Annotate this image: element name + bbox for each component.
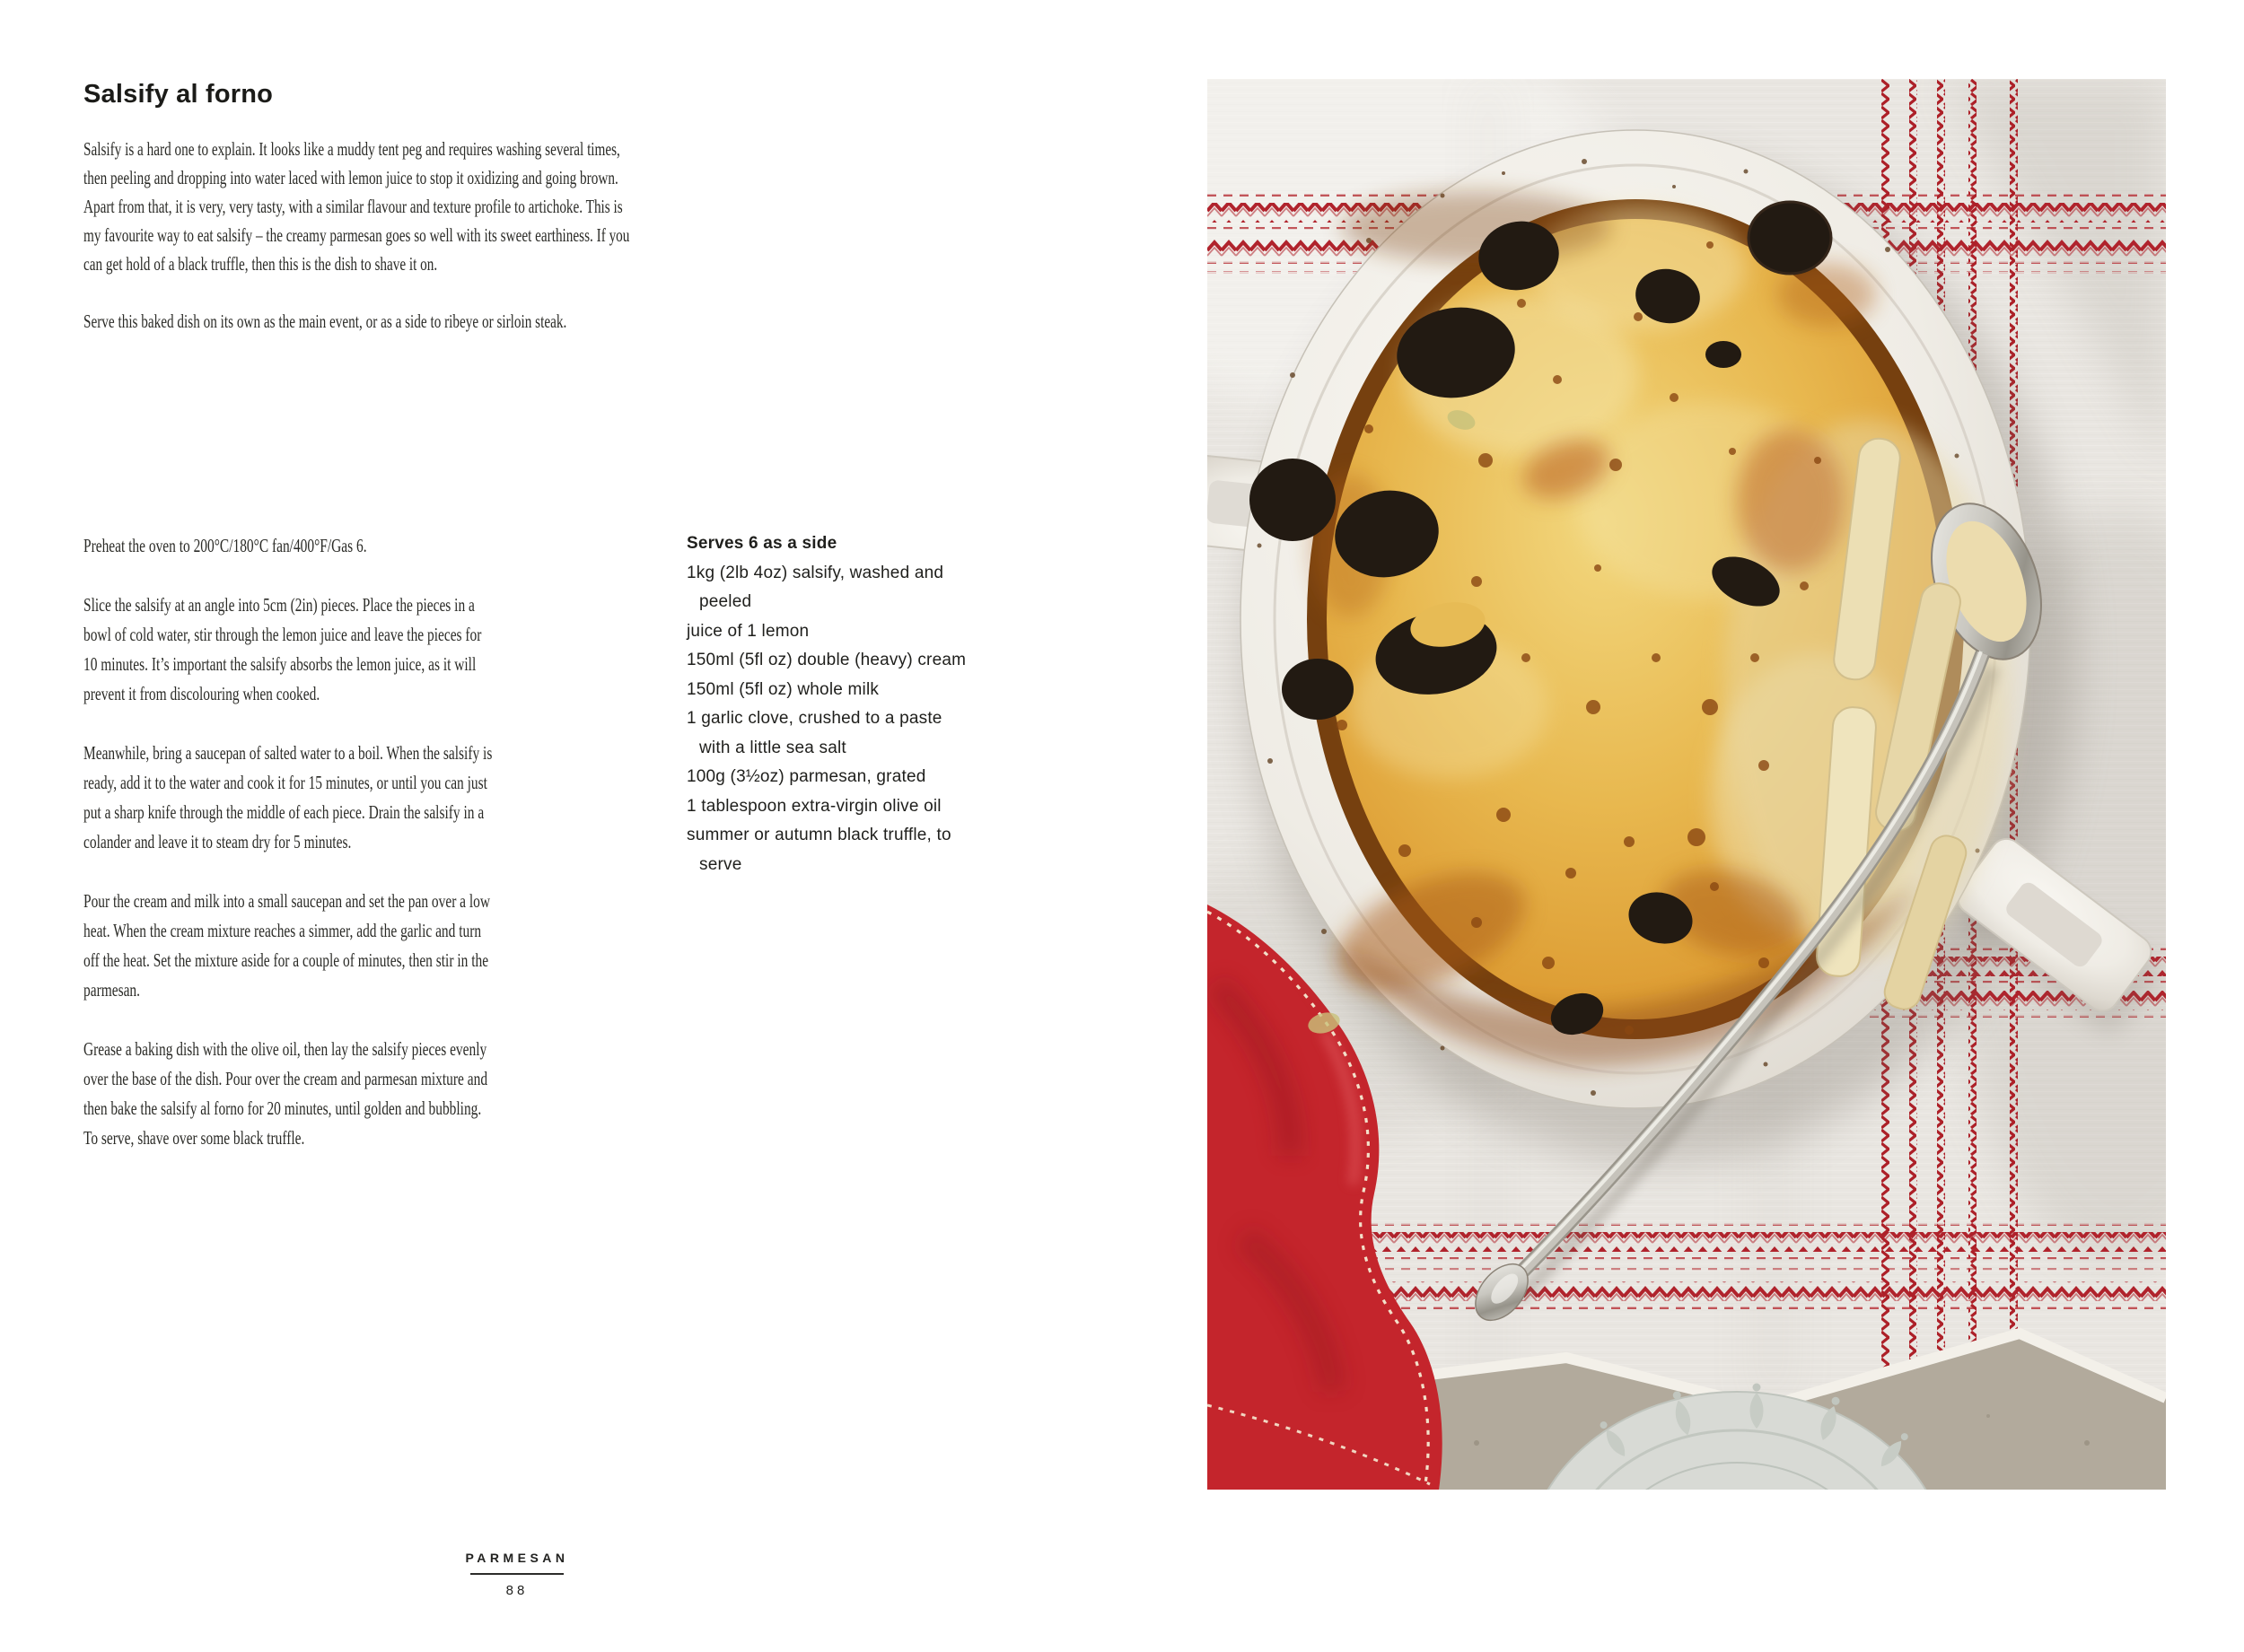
intro-paragraph: Salsify is a hard one to explain. It looks like a muddy tent peg and requires washing several times, then peeling and dropping into water laced with lemon juice to stop it oxidizing and going brown. Apart from that, it is very, very tasty, with a similar flavour and texture profile to artichoke. This is my favourite way to eat salsify – the creamy parmesan goes so well with its sweet earthiness. If you can get hold of a black truffle, then this is the dish to shave it on.: [83, 138, 630, 275]
page-footer: [427, 1551, 607, 1598]
method-step: Meanwhile, bring a saucepan of salted water to a boil. When the salsify is ready, add it to the water and cook it for 15 minutes, or until you can just put a sharp knife through the middle of each piece. Drain the salsify in a colander and leave it to steam dry for 5 minutes.: [83, 742, 493, 852]
method-step: Slice the salsify at an angle into 5cm (2in) pieces. Place the pieces in a bowl of cold water, stir through the lemon juice and leave the pieces for 10 minutes. It’s important the salsify absorbs the lemon juice, as it will prevent it from discolouring when cooked.: [83, 594, 482, 704]
truffle-slice: [1749, 202, 1831, 274]
ingredient-item: 100g (3½oz) parmesan, grated: [687, 767, 926, 786]
ingredient-item: 1 garlic clove, crushed to a paste with a little sea salt: [687, 709, 942, 757]
recipe-photo: [1207, 79, 2166, 1490]
method-step: Grease a baking dish with the olive oil, then lay the salsify pieces evenly over the base of the dish. Pour over the cream and parmesan mixture and then bake the salsify al forno for 20 minutes, until golden and bubbling. To serve, shave over some black truffle.: [83, 1038, 488, 1149]
truffle-slice: [1705, 341, 1741, 368]
photo-illustration: [1207, 79, 2166, 1490]
truffle-slice: [1249, 459, 1336, 541]
ingredient-item: 150ml (5fl oz) double (heavy) cream: [687, 651, 967, 669]
ingredient-item: 1 tablespoon extra-virgin olive oil: [687, 796, 942, 816]
ingredient-item: 1kg (2lb 4oz) salsify, washed and peeled: [687, 563, 944, 611]
ingredient-item: summer or autumn black truffle, to serve: [687, 826, 951, 874]
page-number: 88: [505, 1583, 529, 1598]
recipe-method: [83, 531, 495, 1183]
footer-divider: [470, 1573, 564, 1575]
recipe-title: Salsify al forno: [83, 80, 274, 109]
chapter-label: PARMESAN: [465, 1551, 569, 1565]
serves-label: Serves 6 as a side: [687, 534, 837, 553]
intro-paragraph: Serve this baked dish on its own as the main event, or as a side to ribeye or sirloin steak.: [83, 310, 567, 332]
recipe-intro: [83, 135, 636, 364]
ingredient-item: juice of 1 lemon: [687, 621, 810, 641]
truffle-slice: [1282, 659, 1354, 720]
ingredient-list: [687, 529, 967, 879]
method-step: Pour the cream and milk into a small saucepan and set the pan over a low heat. When the cream mixture reaches a simmer, add the garlic and turn off the heat. Set the mixture aside for a couple of minutes, then stir in the parmesan.: [83, 890, 491, 1001]
method-step: Preheat the oven to 200°C/180°C fan/400°F/Gas 6.: [83, 535, 367, 556]
ingredient-item: 150ml (5fl oz) whole milk: [687, 679, 880, 699]
